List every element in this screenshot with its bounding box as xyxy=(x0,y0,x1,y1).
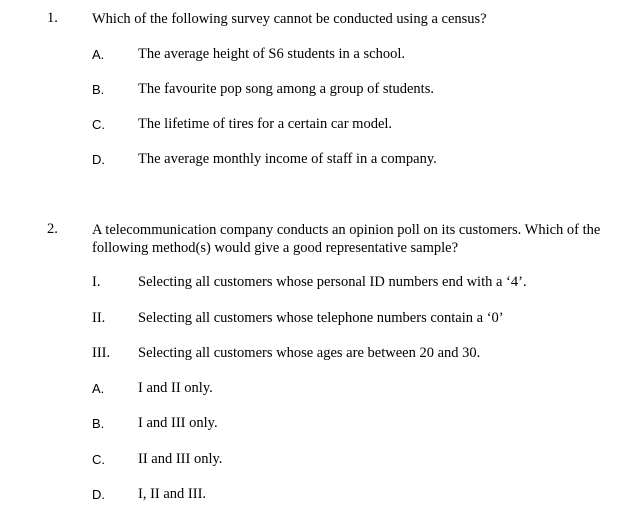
option-d xyxy=(0,151,632,171)
option-b xyxy=(0,415,632,435)
option-text: I and III only. xyxy=(138,415,218,431)
option-label: C. xyxy=(92,117,105,132)
statement-i xyxy=(0,274,632,294)
option-d xyxy=(0,486,632,506)
statement-text: Selecting all customers whose ages are between 20 and 30. xyxy=(138,345,481,361)
option-c xyxy=(0,116,632,136)
option-label: B. xyxy=(92,82,105,97)
option-text: The average monthly income of staff in a company. xyxy=(138,151,437,167)
statement-label: I. xyxy=(92,274,101,290)
option-text: II and III only. xyxy=(138,451,223,467)
option-text: I, II and III. xyxy=(138,486,207,502)
statement-iii xyxy=(0,345,632,365)
option-label: A. xyxy=(92,381,105,396)
option-label: D. xyxy=(92,152,105,167)
option-label: B. xyxy=(92,416,105,431)
question-text: Which of the following survey cannot be conducted using a census? xyxy=(92,11,487,27)
question-number: 1. xyxy=(47,10,58,26)
option-label: D. xyxy=(92,487,105,502)
statement-label: III. xyxy=(92,345,111,361)
option-b xyxy=(0,81,632,101)
question-text: A telecommunication company conducts an opinion poll on its customers. Which of the following method(s) would give a good representative sample? xyxy=(92,222,601,256)
statement-text: Selecting all customers whose personal ID numbers end with a ‘4’. xyxy=(138,274,527,290)
option-text: The average height of S6 students in a school. xyxy=(138,46,405,62)
statement-ii xyxy=(0,310,632,330)
question-number: 2. xyxy=(47,221,58,237)
option-a xyxy=(0,380,632,400)
option-text: I and II only. xyxy=(138,380,213,396)
statement-text: Selecting all customers whose telephone numbers contain a ‘0’ xyxy=(138,310,504,326)
option-label: A. xyxy=(92,47,105,62)
option-a xyxy=(0,46,632,66)
option-label: C. xyxy=(92,452,105,467)
option-text: The favourite pop song among a group of students. xyxy=(138,81,434,97)
option-c xyxy=(0,451,632,471)
option-text: The lifetime of tires for a certain car model. xyxy=(138,116,393,132)
statement-label: II. xyxy=(92,310,106,326)
